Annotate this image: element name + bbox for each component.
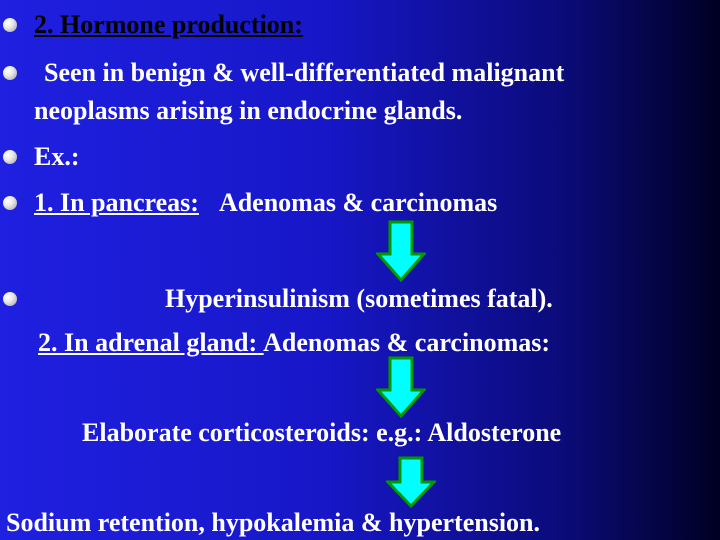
bullet-icon [3, 18, 17, 32]
label-in-pancreas: 1. In pancreas: [34, 188, 199, 217]
bullet-icon [3, 292, 17, 306]
label-in-adrenal-gland: 2. In adrenal gland: [38, 328, 258, 357]
text-hyperinsulinism: Hyperinsulinism (sometimes fatal). [165, 284, 553, 313]
bullet-icon [3, 196, 17, 210]
text-neoplasms-endocrine: neoplasms arising in endocrine glands. [34, 96, 463, 125]
down-arrow-icon [386, 456, 436, 508]
heading-hormone-production: 2. Hormone production: [34, 10, 303, 39]
text-adrenal-line [38, 328, 550, 358]
down-arrow-icon [376, 220, 426, 282]
text-elaborate-corticosteroids: Elaborate corticosteroids: e.g.: Aldosterone [82, 418, 562, 447]
text-pancreas-line [34, 188, 497, 218]
text-adenomas-carcinomas-1: Adenomas & carcinomas [218, 188, 498, 217]
bullet-icon [3, 66, 17, 80]
text-adenomas-carcinomas-2: Adenomas & carcinomas: [263, 328, 551, 357]
down-arrow-icon [376, 356, 426, 418]
bullet-icon [3, 150, 17, 164]
text-seen-in-benign: Seen in benign & well-differentiated malignant [44, 58, 565, 87]
text-example: Ex.: [34, 142, 80, 171]
text-sodium-retention: Sodium retention, hypokalemia & hypertension. [6, 508, 541, 537]
